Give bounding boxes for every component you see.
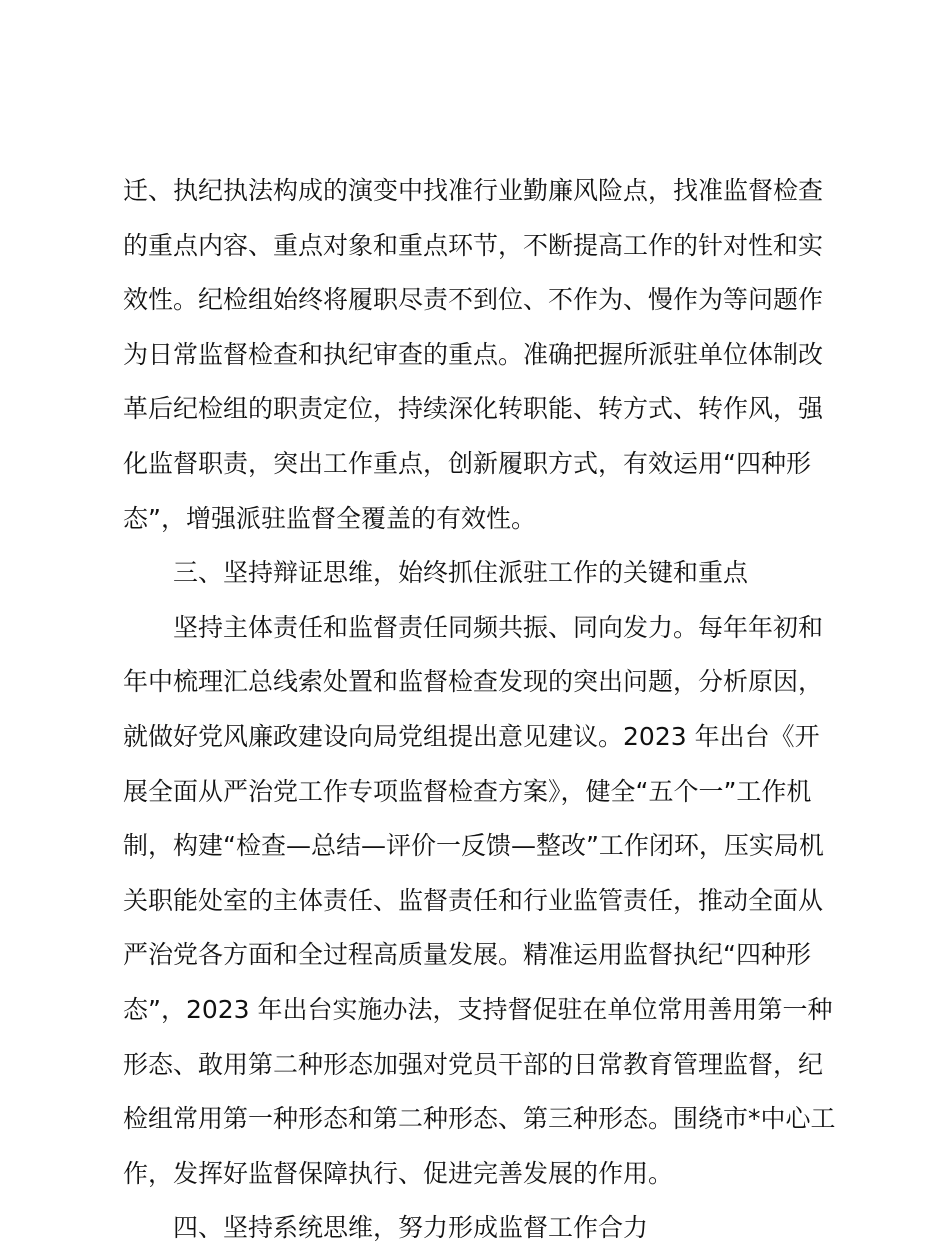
paragraph-first-line: 坚持主体责任和监督责任同频共振、同向发力。每年年初和 xyxy=(173,612,824,642)
body-line: 严治党各方面和全过程高质量发展。精准运用监督执纪“四种形 xyxy=(123,940,811,970)
body-line: 制，构建“检查—总结—评价一反馈—整改”工作闭环，压实局机 xyxy=(123,831,824,861)
body-line: 革后纪检组的职责定位，持续深化转职能、转方式、转作风，强 xyxy=(123,394,824,424)
body-line: 效性。纪检组始终将履职尽责不到位、不作为、慢作为等问题作 xyxy=(123,285,824,315)
document-body xyxy=(123,164,836,1256)
body-line: 检组常用第一种形态和第二种形态、第三种形态。围绕市*中心工 xyxy=(123,1104,836,1134)
body-line: 展全面从严治党工作专项监督检查方案》，健全“五个一”工作机 xyxy=(123,776,812,806)
body-line: 年中梳理汇总线索处置和监督检查发现的突出问题，分析原因， xyxy=(123,667,824,697)
body-line: 作，发挥好监督保障执行、促进完善发展的作用。 xyxy=(123,1158,674,1188)
body-line: 就做好党风廉政建设向局党组提出意见建议。2023 年出台《开 xyxy=(123,721,820,751)
body-line: 为日常监督检查和执纪审查的重点。准确把握所派驻单位体制改 xyxy=(123,339,824,369)
body-line: 态”，增强派驻监督全覆盖的有效性。 xyxy=(123,503,536,533)
body-line: 迁、执纪执法构成的演变中找准行业勤廉风险点，找准监督检查 xyxy=(123,176,824,205)
section-heading-4: 四、坚持系统思维，努力形成监督工作合力 xyxy=(173,1213,649,1243)
body-line: 态”，2023 年出台实施办法，支持督促驻在单位常用善用第一种 xyxy=(123,994,833,1024)
section-heading-3: 三、坚持辩证思维，始终抓住派驻工作的关键和重点 xyxy=(173,558,749,588)
body-line: 关职能处室的主体责任、监督责任和行业监管责任，推动全面从 xyxy=(123,885,824,915)
body-line: 化监督职责，突出工作重点，创新履职方式，有效运用“四种形 xyxy=(123,448,811,478)
body-line: 形态、敢用第二种形态加强对党员干部的日常教育管理监督，纪 xyxy=(123,1049,824,1079)
body-line: 的重点内容、重点对象和重点环节，不断提高工作的针对性和实 xyxy=(123,230,824,260)
